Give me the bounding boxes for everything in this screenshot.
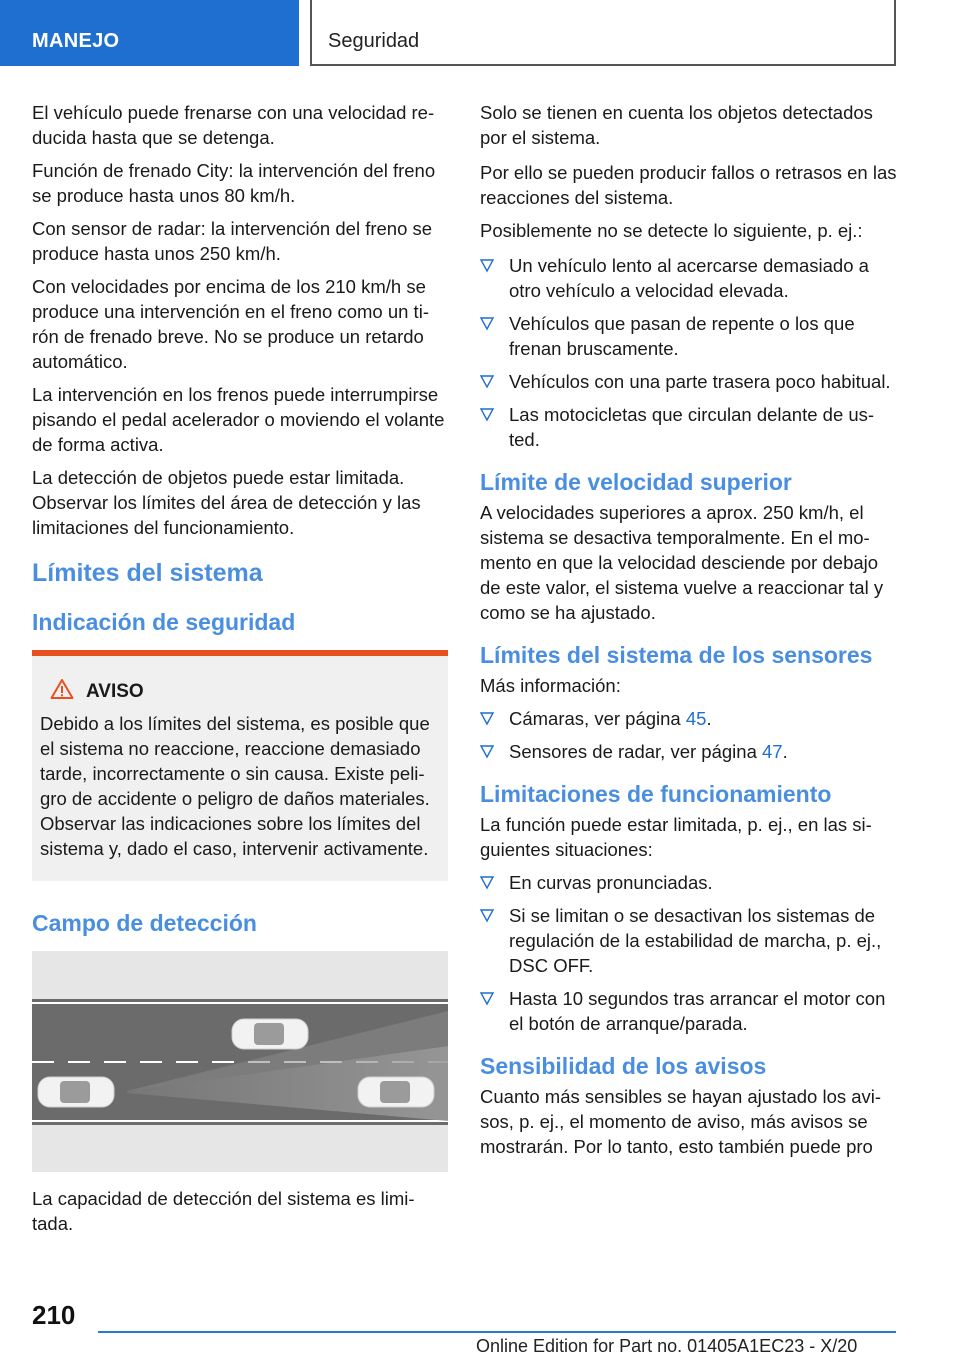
paragraph: Cuanto más sensibles se hayan ajustado los avisos, p. ej., el momento de aviso, más avisos se mostrarán. Por lo tanto, esto también puede pro (480, 1086, 882, 1157)
paragraph: La función puede estar limitada, p. ej., en las siguientes situaciones: (480, 814, 872, 860)
bullet-triangle-icon (480, 873, 494, 891)
paragraph: A velocidades superiores a aprox. 250 km/h, el sistema se desactiva temporalmente. En el momento en que la velocidad desciende por debajo de este valor, el sistema vuelve a reaccionar tal y como se ha ajustado. (480, 502, 884, 623)
page-link-radar[interactable]: 47 (762, 741, 783, 762)
list-item-text: Vehículos con una parte trasera poco habitual. (509, 371, 891, 392)
paragraph: Función de frenado City: la intervención del freno se produce hasta unos 80 km/h. (32, 160, 436, 206)
list-item-text: Vehículos que pasan de repente o los que frenan bruscamente. (509, 313, 855, 359)
bullet-triangle-icon (480, 742, 494, 760)
list-item (480, 311, 898, 361)
detection-field-illustration (32, 951, 448, 1172)
list-item-text: Las motocicletas que circulan delante de usted. (509, 404, 875, 450)
bullet-triangle-icon (480, 989, 494, 1007)
section-tab: MANEJO (0, 0, 299, 66)
heading-system-limits: Límites del sistema (32, 559, 263, 587)
list-item (480, 739, 898, 764)
bullet-triangle-icon (480, 906, 494, 924)
heading-sensor-limits: Límites del sistema de los sensores (480, 642, 873, 668)
list-item (480, 986, 898, 1036)
punctuation: . (782, 741, 788, 762)
list-item-text: Un vehículo lento al acercarse demasiado a otro vehículo a velocidad elevada. (509, 255, 869, 301)
car-ahead (358, 1077, 434, 1107)
bullet-triangle-icon (480, 256, 494, 274)
chapter-title: Seguridad (310, 0, 896, 66)
function-limit-list (480, 870, 898, 1036)
list-item (480, 870, 898, 895)
paragraph: El vehículo puede frenarse con una velocidad reducida hasta que se detenga. (32, 102, 435, 148)
left-column (32, 100, 448, 1244)
right-column (480, 100, 898, 1167)
list-item (480, 903, 898, 978)
figure-caption: La capacidad de detección del sistema es limitada. (32, 1188, 415, 1234)
undetected-list (480, 253, 898, 452)
bullet-triangle-icon (480, 372, 494, 390)
bullet-triangle-icon (480, 314, 494, 332)
paragraph: La intervención en los frenos puede interrumpirse pisando el pedal acelerador o moviendo el volante de forma activa. (32, 384, 445, 455)
page-number: 210 (32, 1300, 76, 1330)
edition-note: Online Edition for Part no. 01405A1EC23 - X/20 (476, 1336, 858, 1356)
paragraph: Posiblemente no se detecte lo siguiente, p. ej.: (480, 220, 863, 241)
car-front-left-lane (232, 1019, 308, 1049)
page-link-cameras[interactable]: 45 (685, 708, 707, 729)
list-item (480, 369, 898, 394)
heading-upper-speed-limit: Límite de velocidad superior (480, 469, 792, 495)
sensor-list (480, 706, 898, 764)
heading-safety-note: Indicación de seguridad (32, 609, 296, 635)
warning-box (32, 650, 448, 881)
list-item-text: Si se limitan o se desactivan los sistemas de regulación de la estabilidad de marcha, p. ej., DSC OFF. (509, 905, 882, 976)
footer-rule (98, 1331, 896, 1333)
paragraph: Solo se tienen en cuenta los objetos detectados por el sistema. (480, 102, 873, 148)
heading-warning-sensitivity: Sensibilidad de los avisos (480, 1053, 767, 1079)
paragraph: Con sensor de radar: la intervención del freno se produce hasta unos 250 km/h. (32, 218, 433, 264)
bullet-triangle-icon (480, 405, 494, 423)
list-item-text: Hasta 10 segundos tras arrancar el motor con el botón de arranque/parada. (509, 988, 886, 1034)
paragraph: La detección de objetos puede estar limitada. Observar los límites del área de detección y las limitaciones del funcionamiento. (32, 467, 421, 538)
list-item (480, 402, 898, 452)
paragraph: Con velocidades por encima de los 210 km/h se produce una intervención en el freno como un tirón de frenado breve. No se produce un retardo automático. (32, 276, 429, 372)
punctuation: . (706, 708, 712, 729)
heading-detection-field: Campo de detección (32, 910, 257, 936)
list-item-text: En curvas pronunciadas. (509, 872, 713, 893)
list-item (480, 706, 898, 731)
car-ego (38, 1077, 114, 1107)
paragraph: Por ello se pueden producir fallos o retrasos en las reacciones del sistema. (480, 162, 897, 208)
list-item-text: Cámaras, ver página (509, 708, 686, 729)
bullet-triangle-icon (480, 709, 494, 727)
list-item (480, 253, 898, 303)
list-item-text: Sensores de radar, ver página (509, 741, 762, 762)
warning-label: AVISO (86, 680, 144, 702)
heading-function-limitations: Limitaciones de funcionamiento (480, 781, 832, 807)
paragraph: Más información: (480, 675, 621, 696)
warning-triangle-icon (50, 678, 74, 705)
warning-header (50, 678, 438, 705)
warning-text: Debido a los límites del sistema, es posible que el sistema no reaccione, reaccione demasiado tarde, incorrectamente o sin causa. Existe peligro de accidente o peligro de daños materiales. Observar las indicaciones sobre los límites del sistema y, dado el caso, intervenir activamente. (40, 713, 430, 859)
